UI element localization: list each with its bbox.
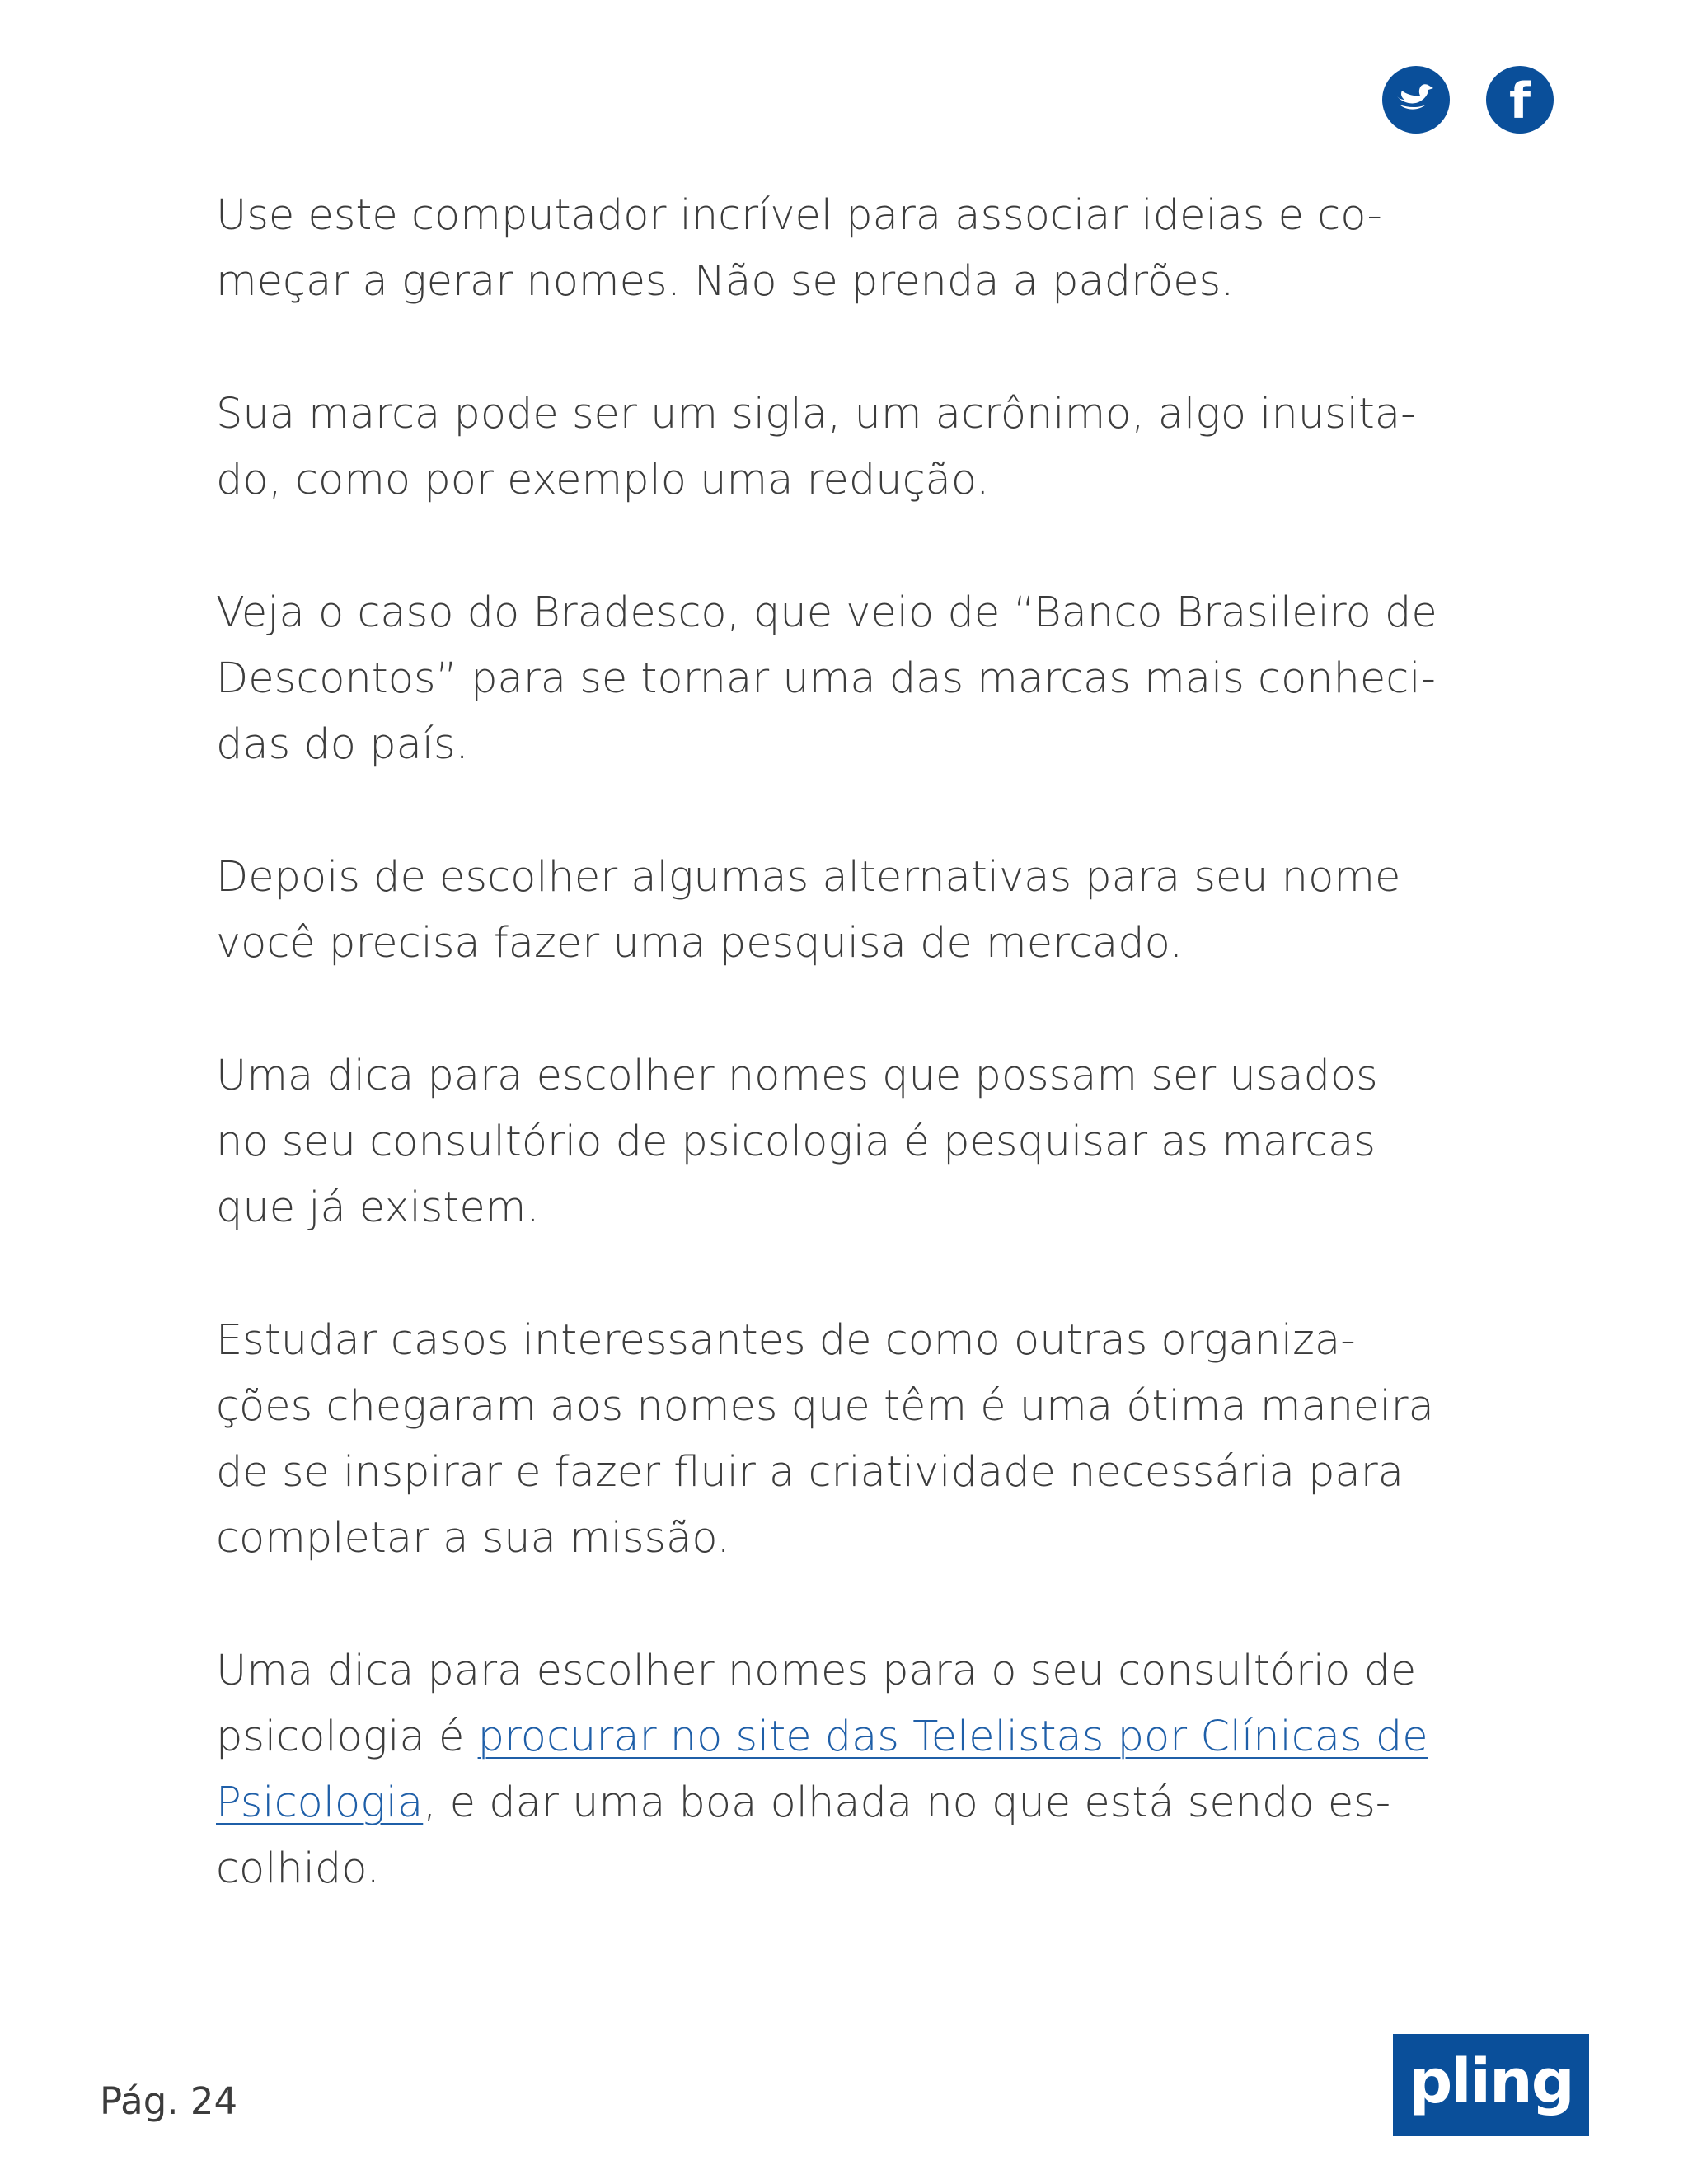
paragraph-1 — [216, 183, 1551, 315]
paragraph-2 — [216, 382, 1551, 513]
facebook-glyph: f — [1508, 73, 1531, 130]
text-fragment: , e dar uma boa olhada no que está sendo es- — [423, 1779, 1391, 1827]
telelistas-link-continued[interactable]: Psicologia — [216, 1779, 424, 1827]
text-line: Descontos” para se tornar uma das marcas mais conheci- — [216, 654, 1436, 703]
text-line: Veja o caso do Bradesco, que veio de “Banco Brasileiro de — [216, 588, 1437, 637]
text-line: colhido. — [216, 1844, 380, 1893]
text-line: Use este computador incrível para associar ideias e co- — [216, 191, 1382, 240]
text-line: Depois de escolher algumas alternativas para seu nome — [216, 853, 1401, 902]
text-line: Uma dica para escolher nomes que possam ser usados — [216, 1052, 1378, 1100]
page-number: Pág. 24 — [100, 2079, 238, 2123]
text-line: Sua marca pode ser um sigla, um acrônimo, algo inusita- — [216, 390, 1416, 438]
text-line — [216, 1704, 1551, 1770]
article-body — [216, 183, 1551, 1902]
text-line: ções chegaram aos nomes que têm é uma ótima maneira — [216, 1382, 1434, 1431]
text-line: de se inspirar e fazer fluir a criatividade necessária para — [216, 1448, 1404, 1497]
paragraph-7 — [216, 1638, 1551, 1902]
telelistas-link[interactable]: procurar no site das Telelistas por Clínicas de — [477, 1713, 1428, 1761]
text-line: você precisa fazer uma pesquisa de mercado. — [216, 919, 1184, 968]
text-line: do, como por exemplo uma redução. — [216, 456, 990, 504]
text-line: no seu consultório de psicologia é pesquisar as marcas — [216, 1118, 1376, 1166]
pling-logo — [1393, 2034, 1589, 2136]
text-line — [216, 1770, 1551, 1836]
text-line: Estudar casos interessantes de como outras organiza- — [216, 1316, 1356, 1365]
paragraph-4 — [216, 845, 1551, 977]
facebook-icon[interactable] — [1486, 66, 1554, 134]
text-line: que já existem. — [216, 1183, 540, 1232]
paragraph-3 — [216, 580, 1551, 778]
text-line: das do país. — [216, 720, 469, 769]
text-line: meçar a gerar nomes. Não se prenda a padrões. — [216, 257, 1235, 306]
social-links — [1382, 66, 1554, 134]
text-line: Uma dica para escolher nomes para o seu consultório de — [216, 1647, 1417, 1695]
paragraph-5 — [216, 1043, 1551, 1241]
logo-text: pling — [1409, 2046, 1573, 2117]
twitter-icon[interactable] — [1382, 66, 1450, 134]
text-fragment: psicologia é — [216, 1713, 478, 1761]
paragraph-6 — [216, 1308, 1551, 1572]
text-line: completar a sua missão. — [216, 1514, 730, 1563]
